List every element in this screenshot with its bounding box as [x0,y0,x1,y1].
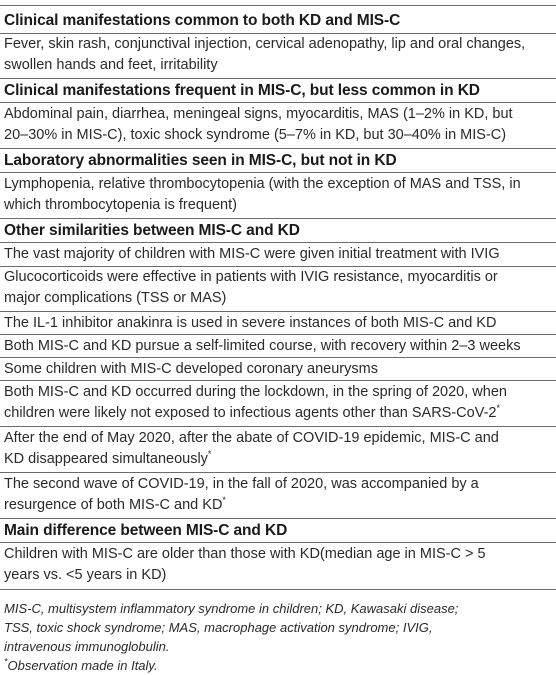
table-row: After the end of May 2020, after the abate of COVID-19 epidemic, MIS-C and [4,430,499,446]
section-heading: Clinical manifestations frequent in MIS-C, but less common in KD [4,82,480,99]
table-row-text: children were likely not exposed to infectious agents other than SARS-CoV-2 [4,405,497,421]
footnote-line: MIS-C, multisystem inflammatory syndrome in children; KD, Kawasaki disease; [4,601,459,616]
table-footnote [4,599,552,675]
row-rule [0,102,556,103]
section-heading: Main difference between MIS-C and KD [4,522,288,539]
row-rule [0,380,556,381]
table-row: Children with MIS-C are older than those with KD(median age in MIS-C > 5 [4,546,486,562]
table-row-text: KD disappeared simultaneously [4,451,208,467]
asterisk-mark: * [4,656,8,667]
row-rule [0,218,556,219]
table-row-text: resurgence of both MIS-C and KD [4,497,223,513]
footnote-line: intravenous immunoglobulin. [4,639,170,654]
row-rule [0,357,556,358]
section-heading: Laboratory abnormalities seen in MIS-C, but not in KD [4,152,397,169]
table-row: The second wave of COVID-19, in the fall of 2020, was accompanied by a [4,476,479,492]
row-rule [0,334,556,335]
table-row: 20–30% in MIS-C), toxic shock syndrome (5–7% in KD, but 30–40% in MIS-C) [4,127,507,143]
row-rule [0,172,556,173]
asterisk-mark: * [207,449,212,460]
table-row: The vast majority of children with MIS-C were given initial treatment with IVIG [4,246,500,262]
row-rule [0,78,556,79]
table-row: Fever, skin rash, conjunctival injection, cervical adenopathy, lip and oral changes, [4,36,526,52]
table-row: Abdominal pain, diarrhea, meningeal signs, myocarditis, MAS (1–2% in KD, but [4,106,513,122]
row-rule [0,472,556,473]
asterisk-note: Observation made in Italy. [7,658,158,673]
row-rule [0,148,556,149]
footnote-line: TSS, toxic shock syndrome; MAS, macrophage activation syndrome; IVIG, [4,620,433,635]
table-row: The IL-1 inhibitor anakinra is used in severe instances of both MIS-C and KD [4,315,497,331]
table-row [4,449,552,470]
table-row: Lymphopenia, relative thrombocytopenia (with the exception of MAS and TSS, in [4,176,521,192]
table-row: Both MIS-C and KD pursue a self-limited course, with recovery within 2–3 weeks [4,338,521,354]
row-rule [0,426,556,427]
table-row [4,403,552,424]
asterisk-mark: * [222,495,226,506]
table-row: years vs. <5 years in KD) [4,567,167,583]
row-rule [0,242,556,243]
table-row: major complications (TSS or MAS) [4,290,227,306]
asterisk-footnote [4,656,552,675]
asterisk-mark: * [496,403,500,414]
table-row [4,495,552,516]
bottom-rule [0,589,556,590]
row-rule [0,311,556,312]
table-row: which thrombocytopenia is frequent) [4,197,237,213]
table-row: Some children with MIS-C developed coronary aneurysms [4,361,378,377]
table-row: swollen hands and feet, irritability [4,57,218,73]
row-rule [0,542,556,543]
table-row: Both MIS-C and KD occurred during the lockdown, in the spring of 2020, when [4,384,507,400]
section-heading: Other similarities between MIS-C and KD [4,222,300,239]
top-rule [0,5,556,6]
section-heading: Clinical manifestations common to both KD and MIS-C [4,12,401,29]
row-rule [0,518,556,519]
table-row: Glucocorticoids were effective in patients with IVIG resistance, myocarditis or [4,269,498,285]
